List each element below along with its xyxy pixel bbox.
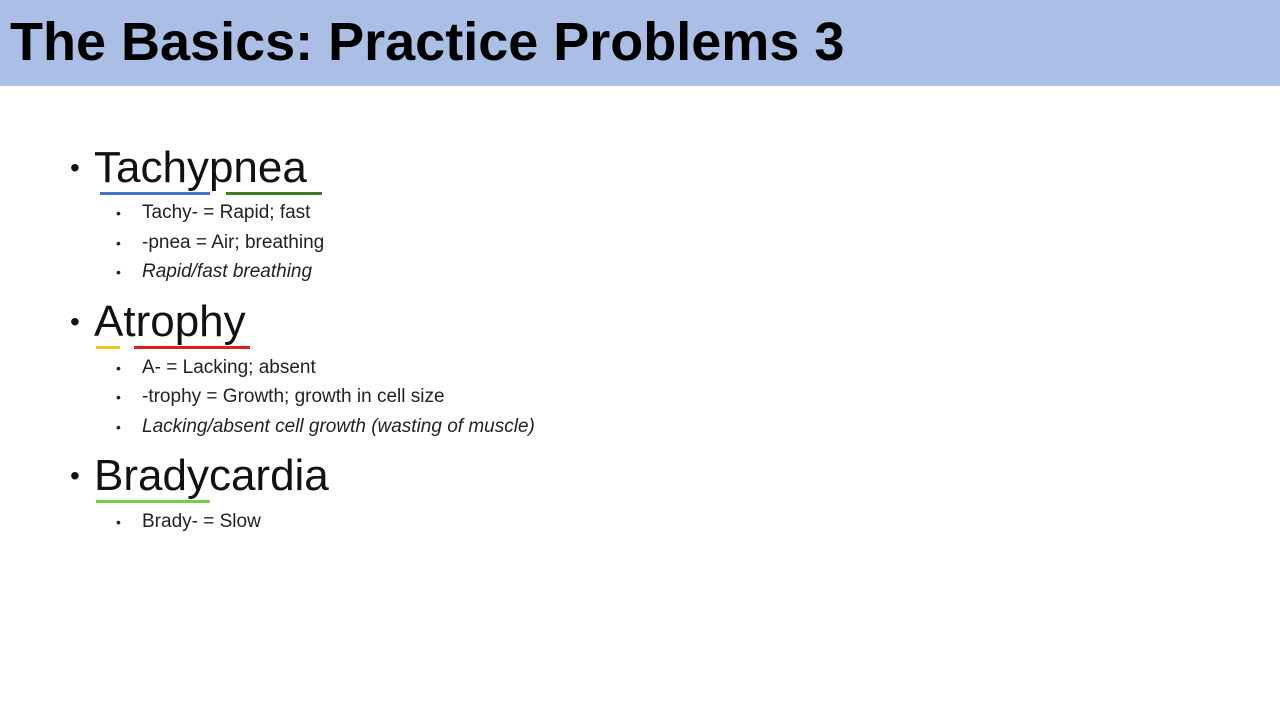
sub-text: Brady- = Slow [142, 511, 261, 532]
sub-item [116, 199, 310, 227]
bullet: • [70, 306, 80, 337]
term-bradycardia [70, 450, 329, 502]
term-tachypnea [70, 142, 307, 194]
term-word-text: Tachypnea [94, 143, 307, 192]
sub-item [116, 508, 261, 536]
sub-text: A- = Lacking; absent [142, 357, 316, 378]
term-word-text: Atrophy [94, 297, 246, 346]
bullet: • [70, 460, 80, 491]
sub-text: Tachy- = Rapid; fast [142, 202, 311, 223]
sub-item-definition [116, 258, 312, 286]
sub-bullet: • [116, 360, 121, 376]
term-word-text: Bradycardia [94, 451, 329, 500]
sub-text: -trophy = Growth; growth in cell size [142, 386, 445, 407]
term-word [94, 296, 246, 348]
bullet: • [70, 152, 80, 183]
term-atrophy [70, 296, 246, 348]
prefix-underline [96, 500, 210, 503]
sub-bullet: • [116, 205, 121, 221]
sub-text: -pnea = Air; breathing [142, 232, 325, 253]
sub-bullet: • [116, 389, 121, 405]
slide-title: The Basics: Practice Problems 3 [10, 12, 845, 72]
sub-item [116, 354, 316, 382]
sub-item-definition [116, 413, 535, 441]
sub-bullet: • [116, 235, 121, 251]
prefix-underline [100, 192, 210, 195]
term-word [94, 142, 307, 194]
sub-bullet: • [116, 419, 121, 435]
sub-bullet: • [116, 264, 121, 280]
sub-bullet: • [116, 514, 121, 530]
prefix-underline [96, 346, 120, 349]
title-bar [0, 0, 1280, 86]
term-word [94, 450, 329, 502]
sub-text: Rapid/fast breathing [142, 261, 313, 282]
sub-item [116, 229, 324, 257]
sub-text: Lacking/absent cell growth (wasting of muscle) [142, 416, 535, 437]
sub-item [116, 383, 445, 411]
suffix-underline [226, 192, 322, 195]
suffix-underline [134, 346, 250, 349]
